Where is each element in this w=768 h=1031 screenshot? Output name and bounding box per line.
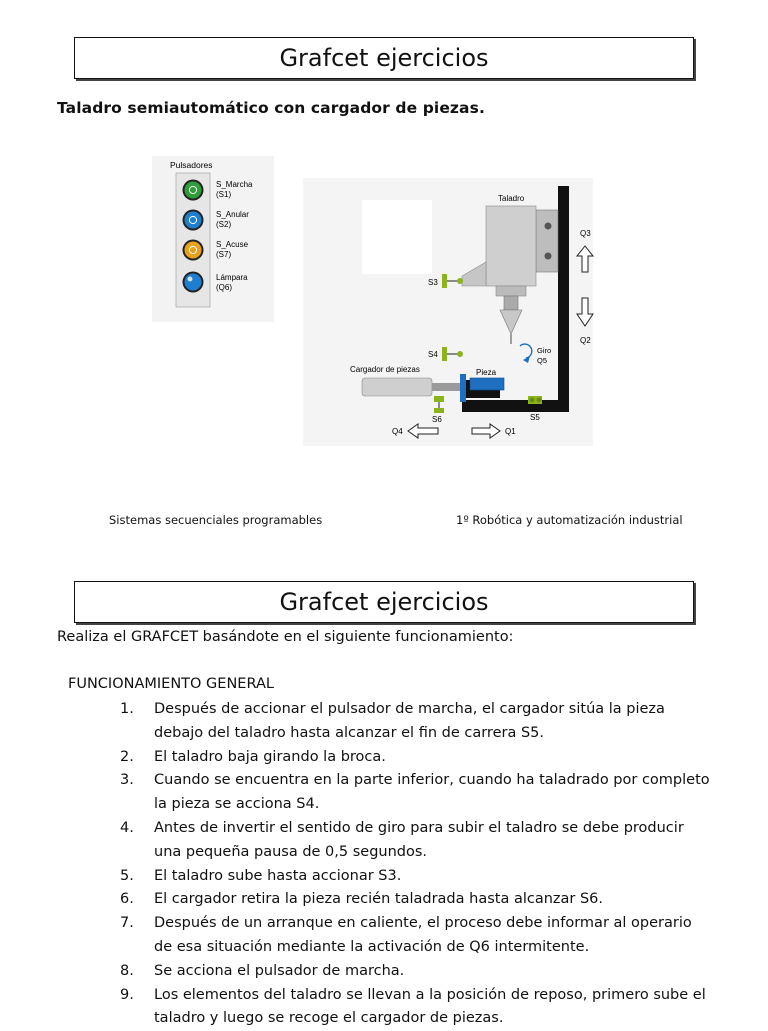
button-code: (Q6): [216, 283, 232, 292]
list-item: 1. Después de accionar el pulsador de marcha, el cargador sitúa la pieza debajo del taladro hasta alcanzar el fin de carrera S5.: [120, 701, 665, 741]
pieza-label: Pieza: [476, 368, 497, 377]
q5-label: Q5: [537, 356, 548, 365]
s6-label: S6: [432, 415, 442, 424]
button-label: S_Anular: [216, 210, 249, 219]
list-item: 6. El cargador retira la pieza recién taladrada hasta alcanzar S6.: [120, 891, 604, 908]
s5-label: S5: [530, 413, 540, 422]
drill-figure: [140, 150, 595, 450]
button-code: (S7): [216, 250, 232, 259]
taladro-label: Taladro: [498, 194, 525, 203]
button-label: S_Acuse: [216, 240, 249, 249]
intro-text: Realiza el GRAFCET basándote en el siguiente funcionamiento:: [57, 629, 514, 645]
footer-right: 1º Robótica y automatización industrial: [456, 513, 683, 527]
button-label: Lámpara: [216, 273, 248, 282]
list-item: 3. Cuando se encuentra en la parte inferior, cuando ha taladrado por completo la pieza se acciona S4.: [120, 772, 710, 813]
exercise-subtitle: Taladro semiautomático con cargador de piezas.: [57, 99, 485, 117]
base-frame: [462, 400, 569, 412]
button-code: (S2): [216, 220, 232, 229]
list-item: 7. Después de un arranque en caliente, el proceso debe informar al operario de esa situación mediante la activación de Q6 intermitente.: [120, 915, 692, 955]
workpiece: [470, 378, 504, 390]
drill-body: [486, 206, 536, 286]
orange-button-icon: [185, 242, 202, 259]
steps-list: [120, 698, 710, 1031]
cargador-label: Cargador de piezas: [350, 365, 420, 374]
giro-label: Giro: [537, 346, 552, 355]
q4-label: Q4: [392, 427, 403, 436]
section-heading: FUNCIONAMIENTO GENERAL: [68, 676, 274, 692]
s4-label: S4: [428, 350, 438, 359]
blank-patch: [362, 200, 432, 274]
button-label: S_Marcha: [216, 180, 253, 189]
button-code: (S1): [216, 190, 232, 199]
green-button-icon: [185, 182, 202, 199]
list-item: 2. El taladro baja girando la broca.: [120, 748, 386, 765]
panel-background: [152, 156, 274, 322]
column-frame: [558, 186, 569, 412]
page1-title: Grafcet ejercicios: [74, 37, 694, 79]
q3-label: Q3: [580, 229, 591, 238]
q2-label: Q2: [580, 336, 591, 345]
panel-title: Pulsadores: [170, 160, 213, 170]
lamp-icon: [185, 274, 202, 291]
pushbutton-panel: [152, 156, 274, 322]
list-item: 8. Se acciona el pulsador de marcha.: [120, 962, 405, 979]
blue-button-icon: [185, 212, 202, 229]
loader-cylinder: [362, 378, 432, 396]
list-item: 4. Antes de invertir el sentido de giro para subir el taladro se debe producir una pequeña pausa de 0,5 segundos.: [120, 819, 684, 860]
page2-title: Grafcet ejercicios: [74, 581, 694, 623]
list-item: 5. El taladro sube hasta accionar S3.: [120, 867, 402, 884]
footer-left: Sistemas secuenciales programables: [109, 513, 323, 527]
q1-label: Q1: [505, 427, 516, 436]
s3-label: S3: [428, 278, 438, 287]
list-item: 9. Los elementos del taladro se llevan a la posición de reposo, primero sube el taladro y luego se recoge el cargador de piezas.: [120, 986, 706, 1027]
drill-machine-diagram: [303, 178, 593, 446]
